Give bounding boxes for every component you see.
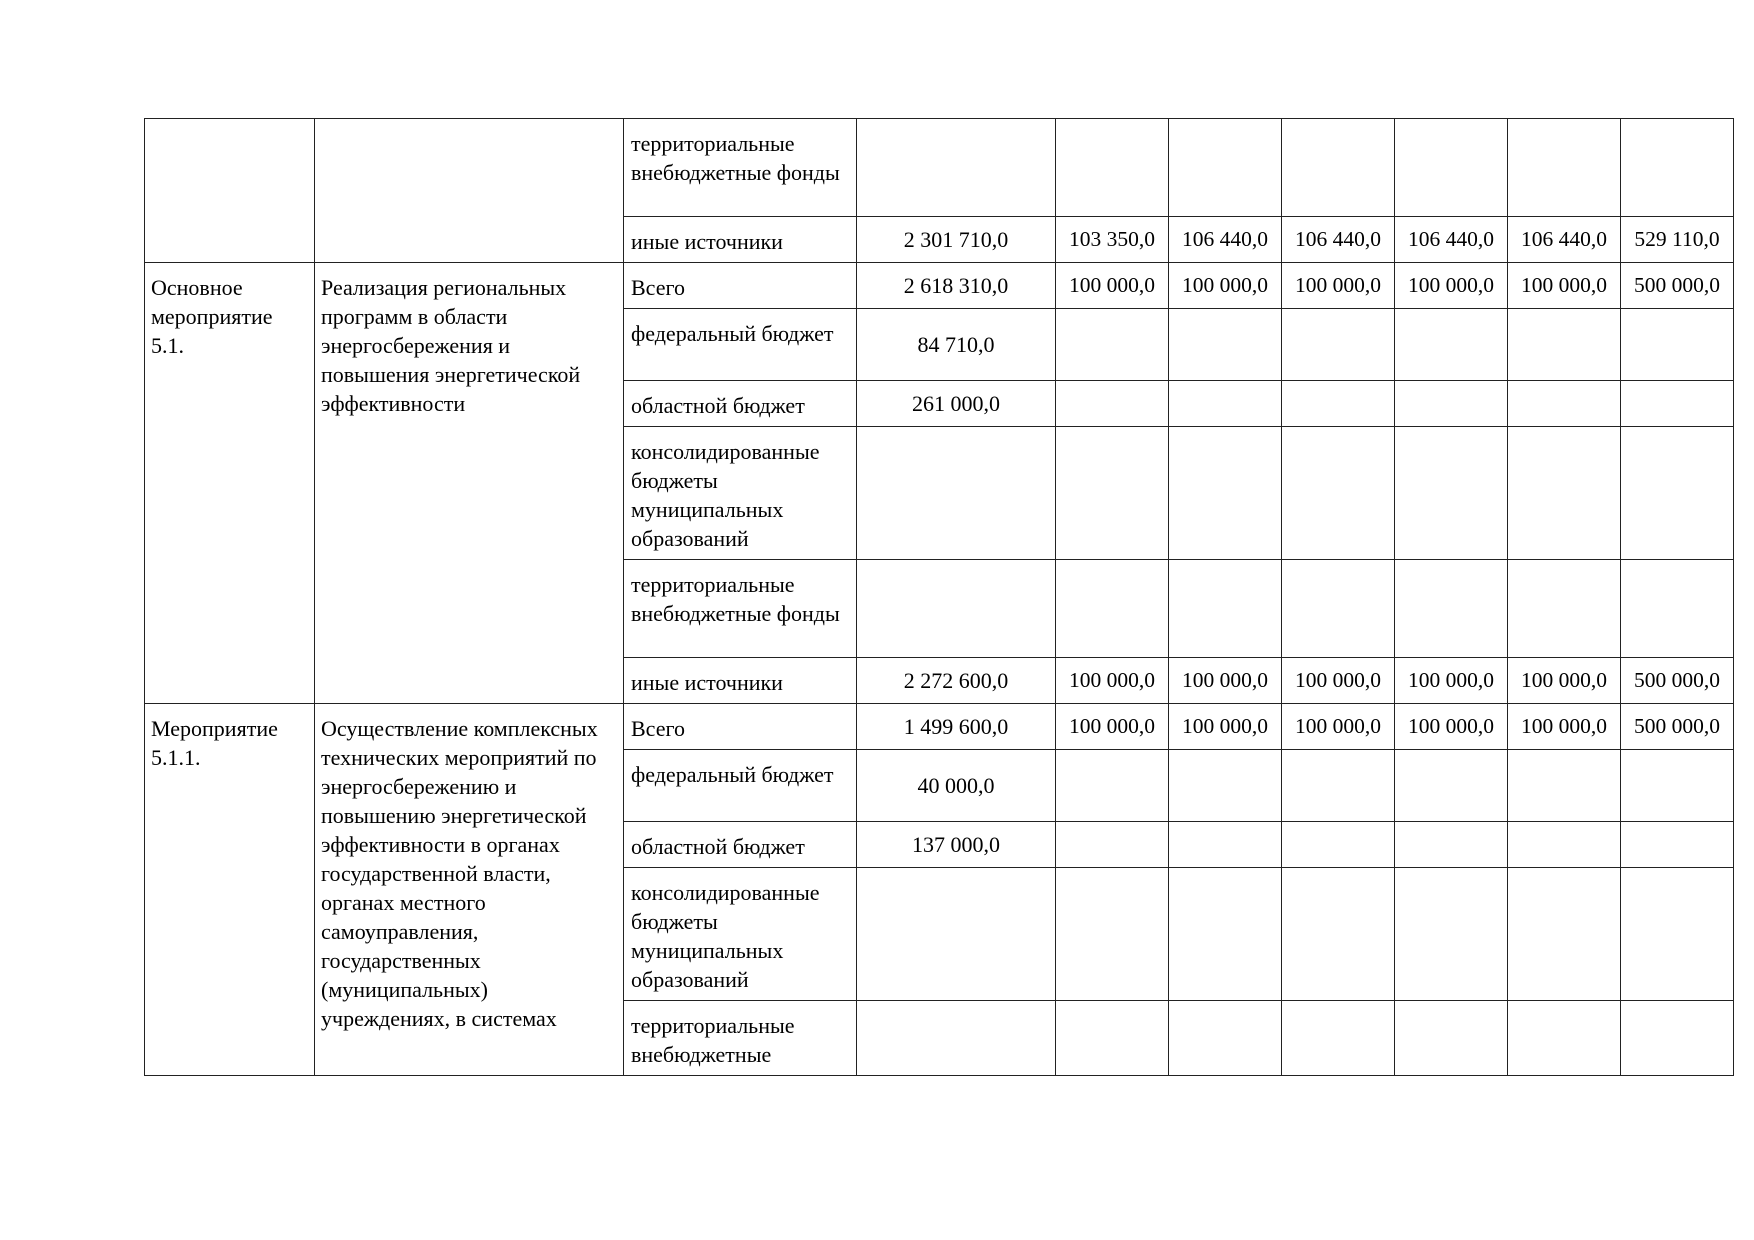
year-amount [1282, 427, 1395, 560]
year-amount: 100 000,0 [1508, 658, 1621, 704]
year-amount [1395, 822, 1508, 868]
total-amount: 2 618 310,0 [857, 263, 1056, 309]
total-amount: 2 272 600,0 [857, 658, 1056, 704]
total-amount [857, 119, 1056, 217]
total-amount: 2 301 710,0 [857, 217, 1056, 263]
year-amount: 100 000,0 [1282, 263, 1395, 309]
year-amount [1508, 427, 1621, 560]
total-amount: 261 000,0 [857, 381, 1056, 427]
year-amount [1056, 822, 1169, 868]
funding-source: территориальные внебюджетные фонды [624, 560, 857, 658]
year-amount: 106 440,0 [1169, 217, 1282, 263]
year-amount [1056, 309, 1169, 381]
year-amount: 100 000,0 [1169, 658, 1282, 704]
year-amount [1169, 868, 1282, 1001]
year-amount [1395, 309, 1508, 381]
year-amount [1621, 868, 1734, 1001]
year-amount [1395, 119, 1508, 217]
funding-source: областной бюджет [624, 381, 857, 427]
funding-source: территориальные внебюджетные [624, 1001, 857, 1076]
activity-label [145, 119, 315, 263]
year-amount: 100 000,0 [1508, 704, 1621, 750]
year-amount [1508, 381, 1621, 427]
year-amount: 100 000,0 [1056, 658, 1169, 704]
year-amount [1508, 868, 1621, 1001]
activity-label: Основное мероприятие 5.1. [145, 263, 315, 704]
year-amount [1621, 560, 1734, 658]
year-amount: 103 350,0 [1056, 217, 1169, 263]
funding-source: консолидированные бюджеты муниципальных образований [624, 868, 857, 1001]
total-amount: 40 000,0 [857, 750, 1056, 822]
year-amount: 500 000,0 [1621, 658, 1734, 704]
year-amount [1508, 750, 1621, 822]
year-amount [1395, 381, 1508, 427]
year-amount [1169, 309, 1282, 381]
year-amount [1282, 1001, 1395, 1076]
table-row [145, 704, 1734, 750]
funding-source: областной бюджет [624, 822, 857, 868]
activity-label: Мероприятие 5.1.1. [145, 704, 315, 1076]
year-amount: 500 000,0 [1621, 263, 1734, 309]
funding-source: федеральный бюджет [624, 309, 857, 381]
table-row [145, 263, 1734, 309]
year-amount [1282, 119, 1395, 217]
year-amount: 100 000,0 [1169, 704, 1282, 750]
year-amount [1056, 427, 1169, 560]
year-amount [1169, 750, 1282, 822]
total-amount: 137 000,0 [857, 822, 1056, 868]
budget-table [144, 118, 1734, 1076]
year-amount [1395, 750, 1508, 822]
total-amount: 1 499 600,0 [857, 704, 1056, 750]
table-row [145, 119, 1734, 217]
year-amount: 100 000,0 [1282, 704, 1395, 750]
year-amount [1056, 868, 1169, 1001]
year-amount: 529 110,0 [1621, 217, 1734, 263]
year-amount [1621, 119, 1734, 217]
activity-description: Реализация региональных программ в области энергосбережения и повышения энергетической эффективности [315, 263, 624, 704]
activity-description [315, 119, 624, 263]
year-amount [1395, 560, 1508, 658]
year-amount [1395, 868, 1508, 1001]
year-amount: 500 000,0 [1621, 704, 1734, 750]
year-amount [1508, 309, 1621, 381]
year-amount [1621, 309, 1734, 381]
year-amount [1508, 1001, 1621, 1076]
year-amount: 100 000,0 [1395, 263, 1508, 309]
year-amount [1508, 560, 1621, 658]
year-amount: 100 000,0 [1395, 658, 1508, 704]
year-amount [1282, 381, 1395, 427]
year-amount [1621, 822, 1734, 868]
funding-source: иные источники [624, 658, 857, 704]
year-amount: 100 000,0 [1508, 263, 1621, 309]
year-amount [1056, 381, 1169, 427]
year-amount [1621, 427, 1734, 560]
year-amount [1056, 560, 1169, 658]
total-amount [857, 1001, 1056, 1076]
total-amount [857, 868, 1056, 1001]
year-amount [1282, 868, 1395, 1001]
year-amount [1169, 381, 1282, 427]
total-amount [857, 560, 1056, 658]
funding-source: Всего [624, 263, 857, 309]
year-amount [1169, 119, 1282, 217]
funding-source: консолидированные бюджеты муниципальных образований [624, 427, 857, 560]
year-amount [1621, 381, 1734, 427]
year-amount [1056, 119, 1169, 217]
year-amount [1282, 560, 1395, 658]
year-amount: 100 000,0 [1169, 263, 1282, 309]
year-amount: 106 440,0 [1508, 217, 1621, 263]
year-amount: 100 000,0 [1395, 704, 1508, 750]
year-amount: 100 000,0 [1056, 704, 1169, 750]
year-amount [1621, 750, 1734, 822]
activity-description: Осуществление комплексных технических мероприятий по энергосбережению и повышению энергетической эффективности в органах государственной власти, органах местного самоуправления, государственных (муниципальных) учреждениях, в системах [315, 704, 624, 1076]
year-amount [1282, 750, 1395, 822]
funding-source: Всего [624, 704, 857, 750]
year-amount [1508, 119, 1621, 217]
year-amount: 106 440,0 [1395, 217, 1508, 263]
year-amount [1282, 309, 1395, 381]
year-amount [1508, 822, 1621, 868]
year-amount: 106 440,0 [1282, 217, 1395, 263]
year-amount [1169, 1001, 1282, 1076]
funding-source: федеральный бюджет [624, 750, 857, 822]
year-amount: 100 000,0 [1056, 263, 1169, 309]
year-amount [1282, 822, 1395, 868]
year-amount [1056, 1001, 1169, 1076]
year-amount [1056, 750, 1169, 822]
total-amount [857, 427, 1056, 560]
year-amount [1169, 427, 1282, 560]
funding-source: территориальные внебюджетные фонды [624, 119, 857, 217]
budget-table-body [145, 119, 1734, 1076]
year-amount [1169, 560, 1282, 658]
year-amount [1621, 1001, 1734, 1076]
year-amount [1169, 822, 1282, 868]
funding-source: иные источники [624, 217, 857, 263]
total-amount: 84 710,0 [857, 309, 1056, 381]
year-amount [1395, 1001, 1508, 1076]
year-amount [1395, 427, 1508, 560]
year-amount: 100 000,0 [1282, 658, 1395, 704]
